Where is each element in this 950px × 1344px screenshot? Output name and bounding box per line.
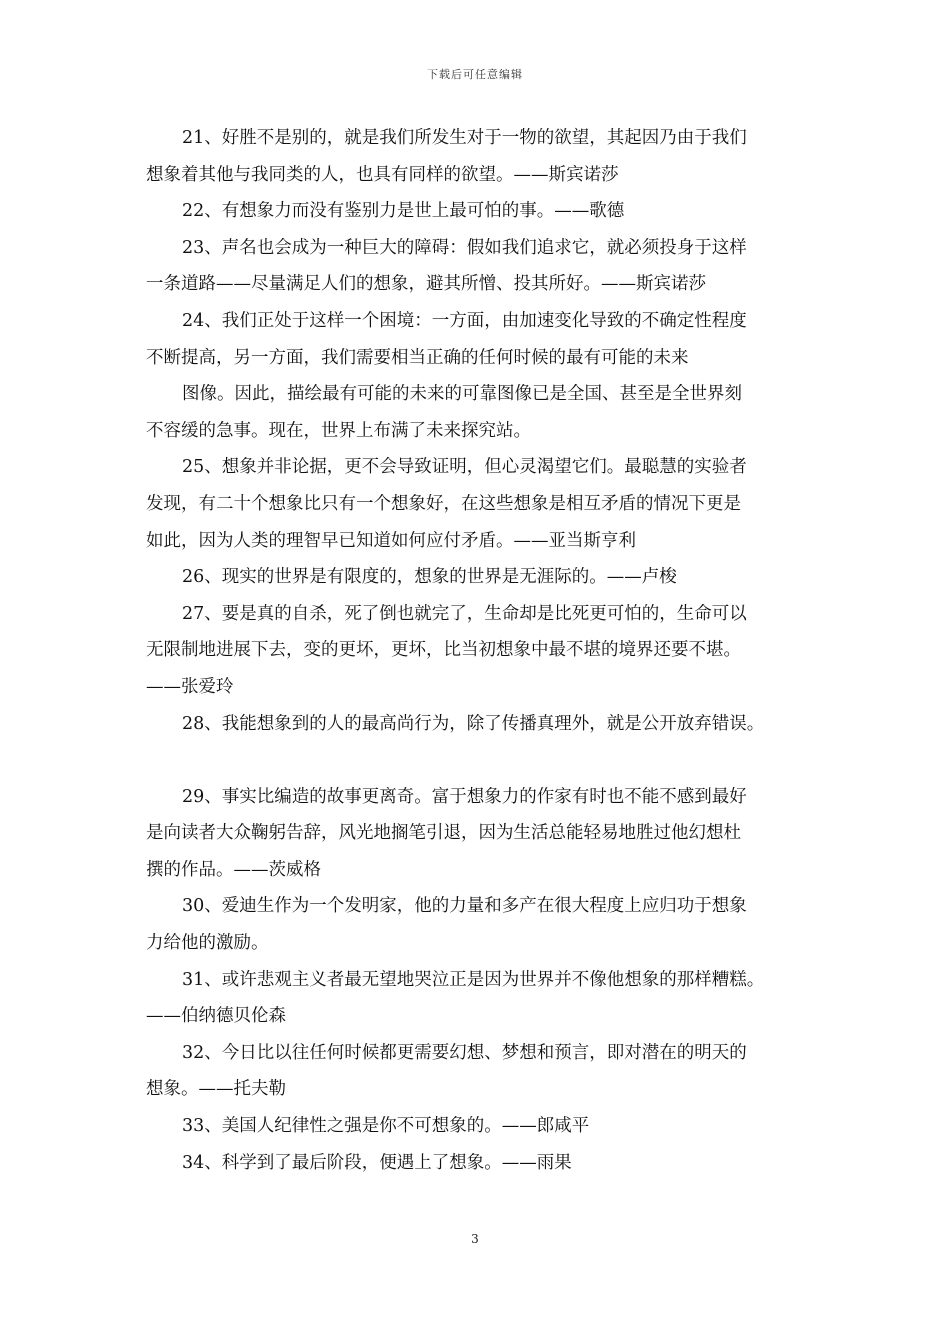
text-line: 33、美国人纪律性之强是你不可想象的。——郎咸平 xyxy=(182,1116,590,1137)
text-line: 不断提高，另一方面，我们需要相当正确的任何时候的最有可能的未来 xyxy=(146,347,689,368)
text-line: 32、今日比以往任何时候都更需要幻想、梦想和预言，即对潜在的明天的 xyxy=(182,1042,747,1063)
text-line: 21、好胜不是别的，就是我们所发生对于一物的欲望，其起因乃由于我们 xyxy=(182,128,747,148)
text-line: 25、想象并非论据，更不会导致证明，但心灵渴望它们。最聪慧的实验者 xyxy=(182,457,747,478)
text-line: 27、要是真的自杀，死了倒也就完了，生命却是比死更可怕的，生命可以 xyxy=(182,603,747,624)
text-line: 图像。因此，描绘最有可能的未来的可靠图像已是全国、甚至是全世界刻 xyxy=(182,384,742,405)
text-line: 如此，因为人类的理智早已知道如何应付矛盾。——亚当斯亨利 xyxy=(146,530,636,551)
text-line: 28、我能想象到的人的最高尚行为，除了传播真理外，就是公开放弃错误。 xyxy=(182,713,765,734)
text-line: 34、科学到了最后阶段，便遇上了想象。——雨果 xyxy=(182,1152,572,1173)
text-line: 是向读者大众鞠躬告辞，风光地搁笔引退，因为生活总能轻易地胜过他幻想杜 xyxy=(146,823,741,844)
text-line: 无限制地进展下去，变的更坏，更坏，比当初想象中最不堪的境界还要不堪。 xyxy=(146,640,741,661)
text-line: 一条道路——尽量满足人们的想象，避其所憎、投其所好。——斯宾诺莎 xyxy=(146,274,706,295)
text-line: ——张爱玲 xyxy=(146,676,234,697)
text-line: 撰的作品。——茨威格 xyxy=(146,859,321,880)
text-line: 想象着其他与我同类的人，也具有同样的欲望。——斯宾诺莎 xyxy=(146,164,619,185)
text-line: 26、现实的世界是有限度的，想象的世界是无涯际的。——卢梭 xyxy=(182,567,677,588)
text-line: 想象。——托夫勒 xyxy=(146,1079,286,1100)
blank-line xyxy=(146,742,810,779)
page-number: 3 xyxy=(471,1232,479,1246)
text-line: 不容缓的急事。现在，世界上布满了未来探究站。 xyxy=(146,420,531,441)
text-line: 30、爱迪生作为一个发明家，他的力量和多产在很大程度上应归功于想象 xyxy=(182,896,747,917)
text-line: 力给他的激励。 xyxy=(146,933,269,954)
text-line: 23、声名也会成为一种巨大的障碍：假如我们追求它，就必须投身于这样 xyxy=(182,237,747,258)
text-line: 24、我们正处于这样一个困境：一方面，由加速变化导致的不确定性程度 xyxy=(182,310,747,331)
text-line: 发现，有二十个想象比只有一个想象好，在这些想象是相互矛盾的情况下更是 xyxy=(146,493,741,514)
page-header: 下载后可任意编辑 xyxy=(427,68,523,81)
text-line: 31、或许悲观主义者最无望地哭泣正是因为世界并不像他想象的那样糟糕。 xyxy=(182,969,765,990)
text-line: 22、有想象力而没有鉴别力是世上最可怕的事。——歌德 xyxy=(182,201,625,222)
text-line: ——伯纳德贝伦森 xyxy=(146,1006,286,1027)
document-body xyxy=(146,120,810,1181)
text-line: 29、事实比编造的故事更离奇。富于想象力的作家有时也不能不感到最好 xyxy=(182,786,747,807)
